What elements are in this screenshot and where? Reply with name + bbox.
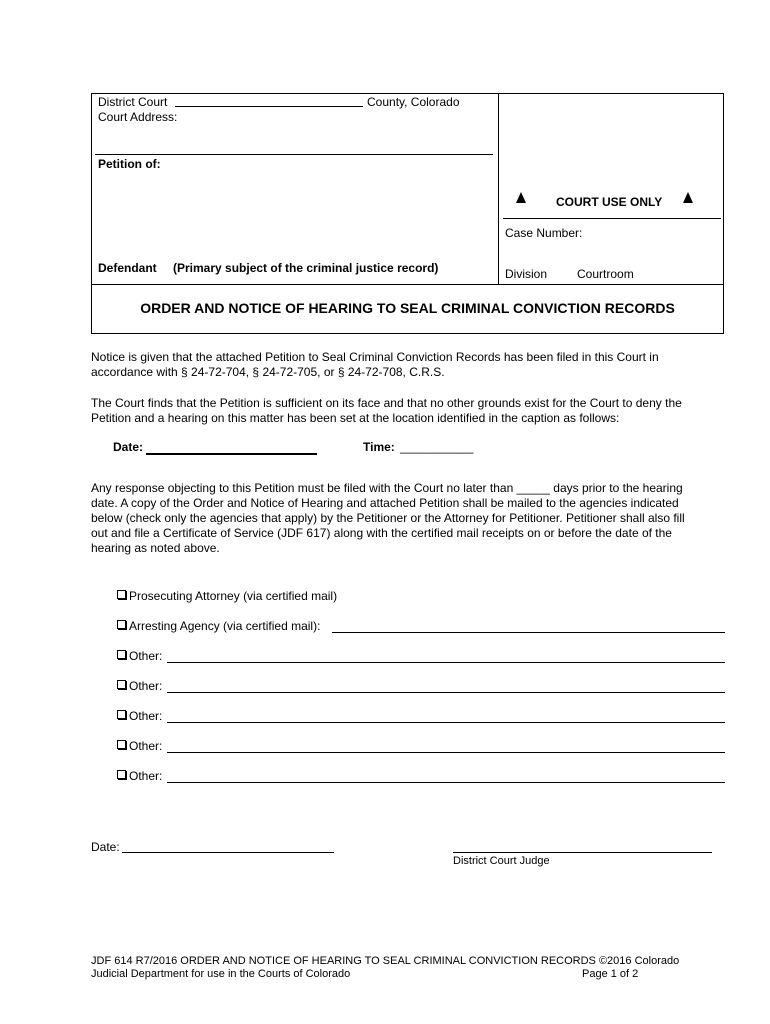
judge-label: District Court Judge	[453, 855, 550, 867]
footer-line-2: Judicial Department for use in the Courts of Colorado	[91, 968, 351, 980]
other-label-3: Other:	[129, 709, 163, 723]
defendant-label: Defendant	[98, 261, 157, 275]
response-line: Any response objecting to this Petition must be filed with the Court no later than _____ days prior to the hearing	[91, 481, 683, 495]
courtroom-label: Courtroom	[577, 267, 634, 281]
arresting-agency-field[interactable]	[332, 632, 725, 633]
response-line: date. A copy of the Order and Notice of Hearing and attached Petition shall be mailed to the agencies indicated	[91, 496, 679, 510]
other-checkbox-4[interactable]	[117, 740, 126, 749]
notice-line: accordance with § 24-72-704, § 24-72-705, or § 24-72-708, C.R.S.	[91, 365, 445, 379]
other-checkbox-3[interactable]	[117, 710, 126, 719]
prosecuting-attorney-checkbox[interactable]	[117, 590, 126, 599]
signature-date-label: Date:	[91, 840, 120, 854]
signature-date-field[interactable]	[122, 852, 334, 853]
notice-paragraph	[91, 350, 725, 380]
caption-vertical-divider	[498, 93, 499, 284]
notice-line: Notice is given that the attached Petition to Seal Criminal Conviction Records has been filed in this Court in	[91, 350, 659, 364]
other-checkbox-5[interactable]	[117, 770, 126, 779]
document-title: ORDER AND NOTICE OF HEARING TO SEAL CRIMINAL CONVICTION RECORDS	[140, 300, 675, 316]
footer-line-1: JDF 614 R7/2016 ORDER AND NOTICE OF HEARING TO SEAL CRIMINAL CONVICTION RECORDS ©2016 Colorado	[91, 955, 680, 967]
other-checkbox-1[interactable]	[117, 650, 126, 659]
petition-of-label: Petition of:	[98, 157, 161, 171]
defendant-note: (Primary subject of the criminal justice record)	[173, 261, 439, 275]
other-field-3[interactable]	[167, 722, 725, 723]
county-colorado-label: County, Colorado	[367, 95, 460, 109]
address-divider	[95, 154, 493, 155]
other-field-5[interactable]	[167, 782, 725, 783]
judge-signature-field[interactable]	[453, 852, 712, 853]
findings-paragraph	[91, 396, 725, 426]
response-paragraph	[91, 481, 725, 556]
arresting-agency-checkbox[interactable]	[117, 620, 126, 629]
hearing-time-label: Time:	[363, 440, 395, 454]
county-name-field[interactable]	[175, 106, 363, 107]
caption-box	[91, 93, 724, 334]
hearing-date-field[interactable]	[146, 453, 317, 455]
other-field-1[interactable]	[167, 662, 725, 663]
other-label-5: Other:	[129, 769, 163, 783]
arresting-agency-label: Arresting Agency (via certified mail):	[129, 619, 321, 633]
court-use-only-label: COURT USE ONLY	[556, 195, 663, 209]
court-use-divider	[503, 218, 721, 219]
other-field-4[interactable]	[167, 752, 725, 753]
up-triangle-icon	[516, 192, 526, 203]
district-court-label: District Court	[98, 95, 168, 109]
court-address-label: Court Address:	[98, 110, 178, 124]
response-line: below (check only the agencies that apply) by the Petitioner or the Attorney for Petitioner. Petitioner shall also fill	[91, 511, 685, 525]
findings-line: Petition and a hearing on this matter has been set at the location identified in the caption as follows:	[91, 411, 620, 425]
prosecuting-attorney-label: Prosecuting Attorney (via certified mail)	[129, 589, 338, 603]
hearing-time-field[interactable]: ___________	[400, 440, 474, 454]
case-number-label: Case Number:	[505, 226, 583, 240]
other-label-2: Other:	[129, 679, 163, 693]
response-line: out and file a Certificate of Service (JDF 617) along with the certified mail receipts on or before the date of the	[91, 526, 672, 540]
up-triangle-icon	[683, 192, 693, 203]
other-checkbox-2[interactable]	[117, 680, 126, 689]
hearing-date-label: Date:	[113, 440, 144, 454]
response-line: hearing as noted above.	[91, 541, 220, 555]
division-label: Division	[505, 267, 548, 281]
other-field-2[interactable]	[167, 692, 725, 693]
other-label-1: Other:	[129, 649, 163, 663]
page-number: Page 1 of 2	[582, 968, 639, 980]
caption-horizontal-divider	[91, 284, 724, 285]
findings-line: The Court finds that the Petition is sufficient on its face and that no other grounds exist for the Court to deny the	[91, 396, 682, 410]
other-label-4: Other:	[129, 739, 163, 753]
